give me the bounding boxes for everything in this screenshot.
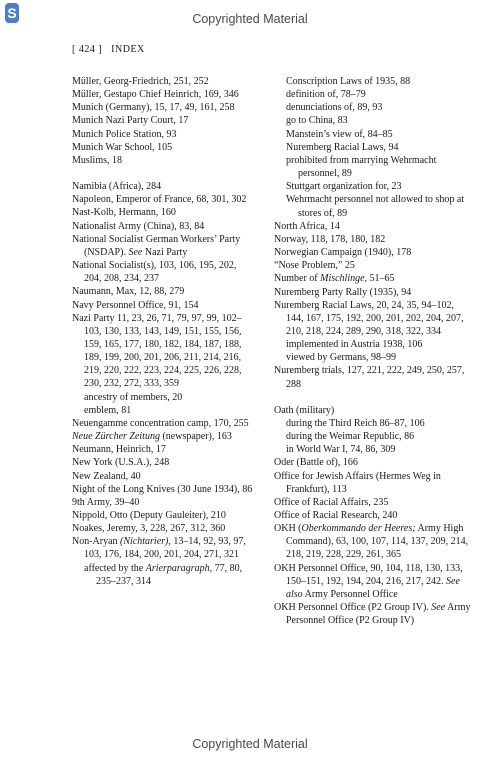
index-entry: Müller, Georg-Friedrich, 251, 252 (72, 76, 209, 87)
index-entry: OKH Personnel Office (P2 Group IV). See Army Personnel Office (P2 Group IV) (274, 602, 471, 627)
index-entry: Norwegian Campaign (1940), 178 (274, 247, 412, 259)
index-subentry: during the Weimar Republic, 86 (286, 431, 415, 443)
index-subentry: in World War I, 74, 86, 309 (286, 444, 396, 456)
index-entry: OKH (Oberkommando der Heeres; Army High Command), 63, 100, 107, 114, 137, 209, 214, 218, 219, 228, 229, 261, 365 (274, 523, 469, 561)
index-entry: Non-Aryan (Nichtarier), 13–14, 92, 93, 97, 103, 176, 184, 200, 201, 204, 271, 321 (72, 536, 246, 561)
index-entry: Number of Mischlinge, 51–65 (274, 273, 395, 285)
index-entry: Muslims, 18 (72, 154, 123, 166)
index-entry: Munich (Germany), 15, 17, 49, 161, 258 (72, 102, 235, 114)
index-subentry: affected by the Arierparagraph, 77, 80, 235–237, 314 (84, 562, 243, 587)
index-entry: Naumann, Max, 12, 88, 279 (72, 286, 185, 298)
index-entry: “Nose Problem,” 25 (274, 260, 355, 272)
index-column-left (72, 75, 254, 588)
index-entry: Neumann, Heinrich, 17 (72, 444, 166, 456)
index-subentry: Manstein’s view of, 84–85 (286, 128, 393, 140)
index-subentry: ancestry of members, 20 (84, 391, 183, 403)
index-subentry: Wehrmacht personnel not allowed to shop at stores of, 89 (286, 194, 465, 219)
index-entry: Norway, 118, 178, 180, 182 (274, 233, 386, 245)
index-subentry: viewed by Germans, 98–99 (286, 352, 396, 364)
index-entry: Nazi Party 11, 23, 26, 71, 79, 97, 99, 102–103, 130, 133, 143, 149, 151, 155, 156, 159, 165, 177, 180, 182, 184, 187, 188, 189, 199, 200, 201, 206, 211, 214, 216, 219, 220, 222, 223, 224, 225, 226, 228, 230, 232, 272, 333, 359 (72, 312, 242, 390)
index-entry: Munich Nazi Party Court, 17 (72, 115, 189, 127)
copyright-banner-top: Copyrighted Material (192, 12, 308, 26)
index-entry: Nuremberg Racial Laws, 20, 24, 35, 94–102, 144, 167, 175, 192, 200, 201, 202, 204, 207, 210, 218, 224, 289, 290, 318, 322, 334 (274, 299, 464, 337)
index-entry: Neue Zürcher Zeitung (newspaper), 163 (72, 431, 232, 443)
index-entry: Office of Racial Affairs, 235 (274, 496, 389, 508)
index-entry: Office for Jewish Affairs (Hermes Weg in Frankfurt), 113 (274, 470, 441, 495)
index-subentry: implemented in Austria 1938, 106 (286, 339, 423, 351)
index-subentry: Conscription Laws of 1935, 88 (286, 76, 411, 87)
index-entry: Nuremberg Party Rally (1935), 94 (274, 286, 412, 298)
index-subentry: during the Third Reich 86–87, 106 (286, 417, 425, 429)
section-title: INDEX (111, 44, 145, 55)
index-entry: Munich War School, 105 (72, 141, 173, 153)
index-entry: North Africa, 14 (274, 220, 340, 232)
index-entry: Munich Police Station, 93 (72, 128, 177, 140)
index-entry: Nuremberg trials, 127, 221, 222, 249, 250, 257, 288 (274, 365, 465, 390)
index-entry: Nippold, Otto (Deputy Gauleiter), 210 (72, 510, 226, 521)
running-head (72, 44, 145, 55)
index-entry: Nationalist Army (China), 83, 84 (72, 220, 205, 232)
publisher-logo: S (5, 3, 19, 23)
index-entry: Nast-Kolb, Hermann, 160 (72, 207, 176, 219)
index-subentry: prohibited from marrying Wehrmacht personnel, 89 (286, 154, 437, 180)
index-letter-gap (274, 391, 474, 404)
index-entry: Oder (Battle of), 166 (274, 457, 358, 469)
index-subentry: Nuremberg Racial Laws, 94 (286, 141, 399, 153)
index-subentry: denunciations of, 89, 93 (286, 102, 383, 114)
index-subentry: Stuttgart organization for, 23 (286, 181, 402, 193)
index-letter-gap (72, 167, 254, 180)
copyright-banner-bottom: Copyrighted Material (192, 737, 308, 751)
index-entry: New York (U.S.A.), 248 (72, 457, 170, 469)
index-entry: Navy Personnel Office, 91, 154 (72, 299, 199, 311)
index-entry: 9th Army, 39–40 (72, 496, 140, 508)
index-subentry: go to China, 83 (286, 115, 348, 127)
index-subentry: emblem, 81 (84, 404, 132, 416)
index-entry: Neuengamme concentration camp, 170, 255 (72, 417, 249, 429)
index-entry: Oath (military) (274, 404, 335, 416)
index-entry: Napoleon, Emperor of France, 68, 301, 302 (72, 194, 247, 206)
index-entry: National Socialist German Workers’ Party (NSDAP). See Nazi Party (72, 233, 241, 258)
index-entry: OKH Personnel Office, 90, 104, 118, 130, 133, 150–151, 192, 194, 204, 216, 217, 242. See also Army Personnel Office (274, 562, 463, 600)
index-entry: Müller, Gestapo Chief Heinrich, 169, 346 (72, 89, 239, 101)
index-entry: Noakes, Jeremy, 3, 228, 267, 312, 360 (72, 523, 226, 535)
index-entry: Namibia (Africa), 284 (72, 181, 162, 193)
index-entry: National Socialist(s), 103, 106, 195, 202, 204, 208, 234, 237 (72, 260, 237, 285)
index-subentry: definition of, 78–79 (286, 89, 366, 101)
index-entry: Office of Racial Research, 240 (274, 510, 398, 521)
page-number: [ 424 ] (72, 44, 103, 55)
index-entry: Night of the Long Knives (30 June 1934), 86 (72, 483, 253, 495)
index-column-right (274, 75, 474, 627)
index-entry: New Zealand, 40 (72, 470, 141, 482)
